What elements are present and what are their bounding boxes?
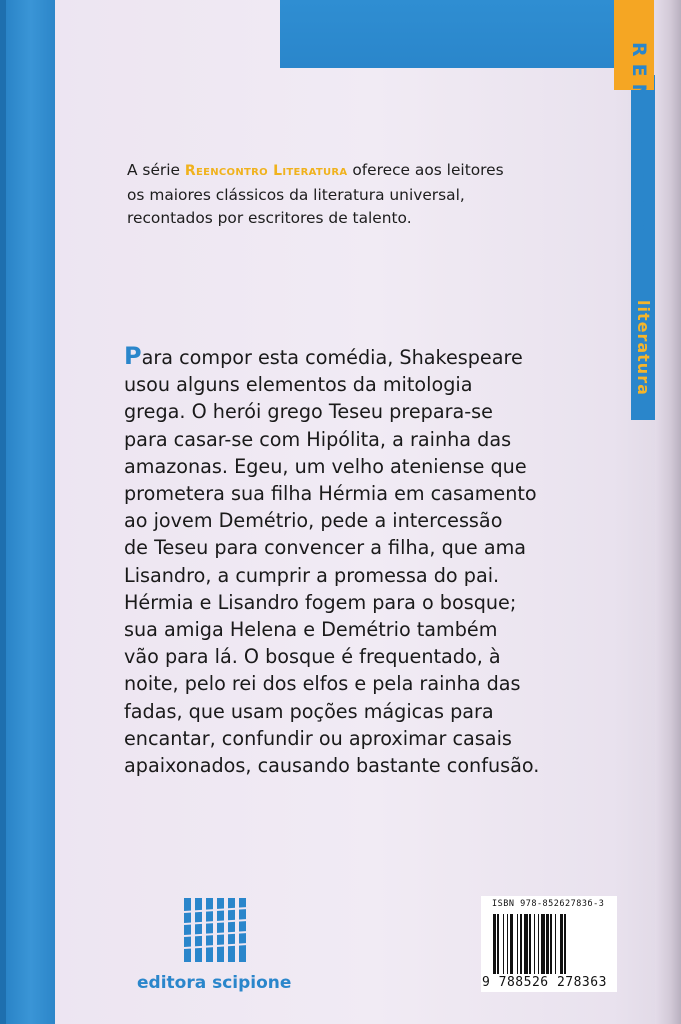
barcode-stripe	[546, 914, 549, 974]
barcode-stripe	[529, 914, 530, 974]
intro-series-name: Reencontro Literatura	[184, 163, 348, 179]
intro-line: os maiores clássicos da literatura universal,	[127, 185, 465, 204]
synopsis-line: prometera sua filha Hérmia em casamento	[124, 482, 537, 506]
intro-prefix: A série	[127, 161, 185, 179]
synopsis-text	[124, 343, 584, 779]
barcode-stripe	[560, 914, 563, 974]
series-intro	[127, 159, 567, 231]
drop-cap: P	[124, 342, 142, 370]
synopsis-line: vão para lá. O bosque é frequentado, à	[124, 645, 501, 669]
barcode-stripe	[517, 914, 518, 974]
intro-line: recontados por escritores de talento.	[127, 209, 412, 227]
top-blue-bar	[280, 0, 616, 68]
barcode-bars-icon	[493, 914, 609, 974]
left-blue-band	[6, 0, 55, 1024]
barcode-stripe	[541, 914, 545, 974]
barcode-stripe	[497, 914, 498, 974]
barcode-stripe	[520, 914, 523, 974]
synopsis-line: amazonas. Egeu, um velho ateniense que	[124, 454, 527, 478]
synopsis-line: de Teseu para convencer a filha, que ama	[124, 536, 527, 560]
barcode-stripe	[510, 914, 513, 974]
barcode-stripe	[493, 914, 496, 974]
barcode-stripe	[534, 914, 535, 974]
synopsis-line: noite, pelo rei dos elfos e pela rainha das	[124, 672, 521, 696]
intro-line: oferece aos leitores	[347, 161, 504, 179]
synopsis-line: encantar, confundir ou aproximar casais	[124, 726, 512, 750]
synopsis-line: apaixonados, causando bastante confusão.	[124, 754, 540, 778]
synopsis-line	[124, 343, 584, 371]
synopsis-line: Lisandro, a cumprir a promessa do pai.	[124, 563, 500, 587]
spine-shadow	[655, 0, 681, 1024]
publisher-name: editora scipione	[137, 973, 292, 993]
spine-series-title: RENCONTRO	[628, 42, 650, 239]
barcode-stripe	[564, 914, 565, 974]
synopsis-line: para casar-se com Hipólita, a rainha das	[124, 427, 512, 451]
publisher-logo-icon	[184, 898, 248, 962]
ean-digits: 9 788526 278363	[482, 975, 607, 990]
barcode-stripe	[503, 914, 504, 974]
synopsis-line: usou alguns elementos da mitologia	[124, 373, 473, 397]
barcode	[481, 896, 617, 992]
barcode-stripe	[524, 914, 528, 974]
synopsis-line: ao jovem Demétrio, pede a intercessão	[124, 509, 503, 533]
synopsis-line: fadas, que usam poções mágicas para	[124, 699, 494, 723]
synopsis-first-line: ara compor esta comédia, Shakespeare	[141, 346, 523, 369]
synopsis-line: grega. O herói grego Teseu prepara-se	[124, 400, 493, 424]
barcode-stripe	[550, 914, 551, 974]
isbn-label: ISBN 978-85262783б-3	[492, 899, 605, 909]
synopsis-line: Hérmia e Lisandro fogem para o bosque;	[124, 590, 517, 614]
barcode-stripe	[538, 914, 539, 974]
logo-stripes-icon	[184, 898, 248, 962]
synopsis-line: sua amiga Helena e Demétrio também	[124, 618, 498, 642]
barcode-stripe	[555, 914, 556, 974]
spine-subtitle: literatura	[634, 300, 653, 396]
barcode-stripe	[507, 914, 508, 974]
